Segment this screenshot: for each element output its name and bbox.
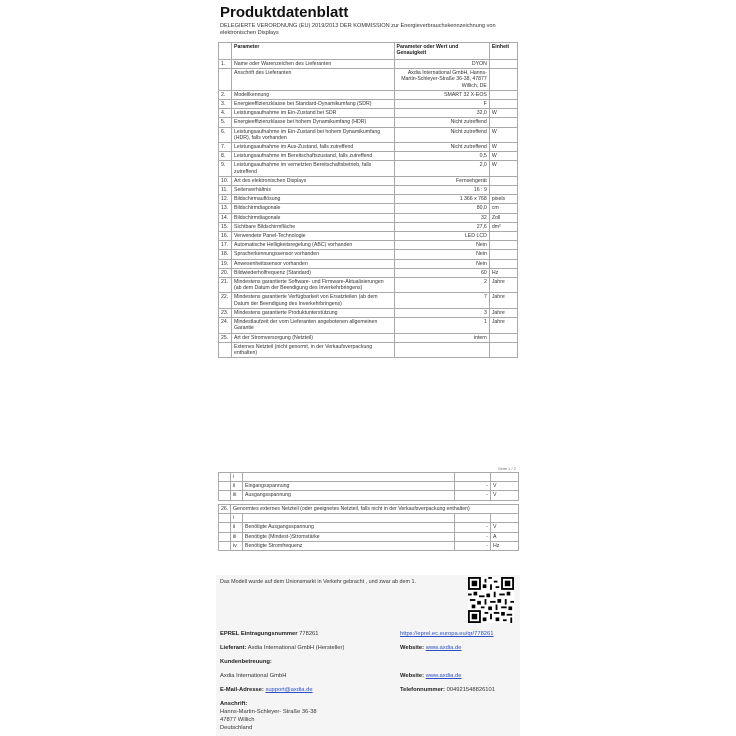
row-value: Axdia International GmbH, Hanns-Martin-Schleyer-Straße 36-38, 47877 Willich, DE bbox=[394, 69, 489, 91]
row-value: 3 bbox=[394, 308, 489, 317]
psu-value: - bbox=[455, 541, 491, 550]
row-number: 1. bbox=[219, 60, 232, 69]
row-number: 21. bbox=[219, 278, 232, 293]
column-header-unit: Einheit bbox=[489, 43, 517, 60]
table-row bbox=[219, 118, 518, 127]
regulation-subtitle: DELEGIERTE VERORDNUNG (EU) 2019/2013 DER KOMMISSION zur Energieverbrauchskennzeichnung von elektronischen Displays bbox=[220, 23, 496, 36]
table-row bbox=[219, 213, 518, 222]
address-line-3: Deutschland bbox=[220, 725, 253, 731]
table-row bbox=[219, 176, 518, 185]
table-header-row bbox=[219, 43, 518, 60]
phone-row bbox=[400, 687, 495, 693]
table-row bbox=[219, 90, 518, 99]
row-parameter: Bildschirmdiagonale bbox=[232, 204, 395, 213]
row-parameter: Leistungsaufnahme im Ein-Zustand bei SDR bbox=[232, 109, 395, 118]
table-row bbox=[219, 161, 518, 176]
row-value: 1 366 x 768 bbox=[394, 195, 489, 204]
eprel-link-row[interactable] bbox=[400, 631, 493, 637]
psu-standard-description: Genormtes externes Netzteil (oder geeignetes Netzteil, falls nicht in der Verkaufsverpackung enthalten) bbox=[231, 505, 519, 514]
phone-value: 004921548826101 bbox=[446, 687, 495, 693]
psu-spacer bbox=[219, 482, 231, 491]
row-parameter: Energieeffizienzklasse bei Standard-Dynamikumfang (SDR) bbox=[232, 100, 395, 109]
row-unit: Jahre bbox=[489, 293, 517, 308]
row-number: 26. bbox=[219, 505, 231, 514]
column-header-parameter: Parameter bbox=[232, 43, 395, 60]
row-unit: Hz bbox=[489, 268, 517, 277]
row-unit: cm bbox=[489, 204, 517, 213]
row-parameter: Anwesenheitssensor vorhanden bbox=[232, 259, 395, 268]
psu-index: ii bbox=[231, 482, 243, 491]
table-row bbox=[219, 241, 518, 250]
row-unit bbox=[489, 342, 517, 357]
row-value: SMART 32 X-EOS bbox=[394, 90, 489, 99]
row-number: 18. bbox=[219, 250, 232, 259]
row-parameter: Modellkennung bbox=[232, 90, 395, 99]
support-website-label: Website: bbox=[400, 673, 425, 679]
row-unit bbox=[489, 333, 517, 342]
row-parameter: Name oder Warenzeichen des Lieferanten bbox=[232, 60, 395, 69]
row-value: 7 bbox=[394, 293, 489, 308]
supplier-value: Axdia International GmbH (Hersteller) bbox=[247, 645, 345, 651]
row-number: 20. bbox=[219, 268, 232, 277]
row-number: 7. bbox=[219, 143, 232, 152]
row-value: Nein bbox=[394, 250, 489, 259]
row-unit: W bbox=[489, 161, 517, 176]
row-value: LED LCD bbox=[394, 232, 489, 241]
row-parameter: Mindestlaufzeit der vom Lieferanten angebotenen allgemeinen Garantie bbox=[232, 318, 395, 333]
table-row bbox=[219, 195, 518, 204]
supplier-info-footer bbox=[216, 575, 520, 736]
supplier-website-label: Website: bbox=[400, 645, 425, 651]
psu-spacer bbox=[219, 532, 231, 541]
row-value bbox=[394, 342, 489, 357]
psu-index: ii bbox=[231, 523, 243, 532]
psu-standard-heading-row bbox=[219, 505, 519, 514]
row-number: 15. bbox=[219, 222, 232, 231]
address-label-row bbox=[220, 701, 247, 707]
row-parameter: Mindestens garantierte Produktunterstützung bbox=[232, 308, 395, 317]
row-unit bbox=[489, 232, 517, 241]
row-number: 3. bbox=[219, 100, 232, 109]
row-value: 16 : 9 bbox=[394, 186, 489, 195]
row-number: 24. bbox=[219, 318, 232, 333]
row-number: 14. bbox=[219, 213, 232, 222]
table-row bbox=[219, 186, 518, 195]
table-row bbox=[219, 268, 518, 277]
row-unit bbox=[489, 176, 517, 185]
row-number: 17. bbox=[219, 241, 232, 250]
psu-label: Eingangsspannung bbox=[243, 482, 455, 491]
psu-unit: V bbox=[491, 523, 519, 532]
row-number: 9. bbox=[219, 161, 232, 176]
row-parameter: Art der Stromversorgung (Netzteil) bbox=[232, 333, 395, 342]
psu-spacer bbox=[219, 473, 231, 482]
row-number bbox=[219, 69, 232, 91]
psu-row bbox=[219, 514, 519, 523]
psu-value: - bbox=[455, 523, 491, 532]
psu-label: Benötigte (Mindest-)Stromstärke bbox=[243, 532, 455, 541]
eprel-link[interactable]: https://eprel.ec.europa.eu/qr/778261 bbox=[400, 631, 494, 637]
row-unit bbox=[489, 186, 517, 195]
psu-unit: V bbox=[491, 482, 519, 491]
psu-index: iv bbox=[231, 541, 243, 550]
psu-label bbox=[243, 514, 455, 523]
psu-index: i bbox=[231, 473, 243, 482]
psu-index: iii bbox=[231, 532, 243, 541]
psu-label: Ausgangsspannung bbox=[243, 491, 455, 500]
supplier-website-link[interactable]: www.axdia.de bbox=[425, 645, 462, 651]
row-unit: W bbox=[489, 109, 517, 118]
row-value: 32 bbox=[394, 213, 489, 222]
table-row bbox=[219, 143, 518, 152]
table-row bbox=[219, 109, 518, 118]
row-unit: Jahre bbox=[489, 278, 517, 293]
table-row bbox=[219, 232, 518, 241]
psu-label bbox=[243, 473, 455, 482]
row-parameter: Mindestens garantierte Verfügbarkeit von Ersatzteilen (ab dem Datum der Beendigung des Inverkehrbringens) bbox=[232, 293, 395, 308]
table-row bbox=[219, 152, 518, 161]
psu-value: - bbox=[455, 532, 491, 541]
psu-value bbox=[455, 514, 491, 523]
address-line-1: Hanns-Martin-Schleyer- Straße 36-38 bbox=[220, 709, 317, 715]
psu-label: Benötigte Ausgangsspannung bbox=[243, 523, 455, 532]
row-value: Nein bbox=[394, 241, 489, 250]
external-psu-table bbox=[218, 472, 519, 501]
table-row bbox=[219, 127, 518, 142]
row-number: 13. bbox=[219, 204, 232, 213]
row-value: 27,6 bbox=[394, 222, 489, 231]
psu-unit bbox=[491, 473, 519, 482]
psu-unit: V bbox=[491, 491, 519, 500]
row-unit: W bbox=[489, 152, 517, 161]
customer-support-label: Kundenbetreuung: bbox=[220, 659, 272, 665]
row-unit: pixels bbox=[489, 195, 517, 204]
row-parameter: Externes Netzteil (nicht genormt, in der Verkaufsverpackung enthalten) bbox=[232, 342, 395, 357]
row-number: 23. bbox=[219, 308, 232, 317]
table-row bbox=[219, 222, 518, 231]
table-row bbox=[219, 100, 518, 109]
row-number: 4. bbox=[219, 109, 232, 118]
email-label: E-Mail-Adresse: bbox=[220, 687, 264, 693]
eprel-number: 778261 bbox=[299, 631, 319, 637]
psu-row bbox=[219, 532, 519, 541]
row-number bbox=[219, 342, 232, 357]
parameter-table bbox=[218, 42, 518, 358]
row-parameter: Bildschirmauflösung bbox=[232, 195, 395, 204]
psu-label: Benötigte Stromfrequenz bbox=[243, 541, 455, 550]
row-unit: Zoll bbox=[489, 213, 517, 222]
row-unit bbox=[489, 69, 517, 91]
row-unit: Jahre bbox=[489, 318, 517, 333]
page-number: Seite 1 / 2 bbox=[497, 466, 516, 471]
psu-value: - bbox=[455, 482, 491, 491]
row-parameter: Energieeffizienzklasse bei hohem Dynamikumfang (HDR) bbox=[232, 118, 395, 127]
phone-label: Telefonnummer: bbox=[400, 687, 445, 693]
table-row bbox=[219, 333, 518, 342]
table-row bbox=[219, 293, 518, 308]
psu-row bbox=[219, 491, 519, 500]
row-number: 19. bbox=[219, 259, 232, 268]
email-link[interactable]: support@axdia.de bbox=[265, 687, 313, 693]
row-number: 12. bbox=[219, 195, 232, 204]
psu-spacer bbox=[219, 523, 231, 532]
table-row bbox=[219, 308, 518, 317]
support-website-link[interactable]: www.axdia.de bbox=[425, 673, 462, 679]
row-value: Nicht zutreffend bbox=[394, 143, 489, 152]
psu-spacer bbox=[219, 491, 231, 500]
psu-value bbox=[455, 473, 491, 482]
table-row bbox=[219, 69, 518, 91]
row-value: 80,0 bbox=[394, 204, 489, 213]
supplier-row bbox=[220, 645, 344, 651]
row-value: 0,5 bbox=[394, 152, 489, 161]
row-parameter: Mindestens garantierte Software- und Firmware-Aktualisierungen (ab dem Datum der Beendigung des Inverkehrbringens) bbox=[232, 278, 395, 293]
row-parameter: Art des elektronischen Displays bbox=[232, 176, 395, 185]
row-parameter: Leistungsaufnahme im vernetzten Bereitschaftsbetrieb, falls zutreffend bbox=[232, 161, 395, 176]
psu-unit: Hz bbox=[491, 541, 519, 550]
table-row bbox=[219, 60, 518, 69]
eprel-label: EPREL Eintragungsnummer bbox=[220, 631, 298, 637]
row-value: 32,0 bbox=[394, 109, 489, 118]
row-unit bbox=[489, 250, 517, 259]
support-website-row bbox=[400, 673, 461, 679]
row-unit: W bbox=[489, 143, 517, 152]
row-unit: dm² bbox=[489, 222, 517, 231]
row-parameter: Automatische Helligkeitsregelung (ABC) vorhanden bbox=[232, 241, 395, 250]
row-parameter: Leistungsaufnahme im Ein-Zustand bei hohem Dynamikumfang (HDR), falls vorhanden bbox=[232, 127, 395, 142]
row-value: Nicht zutreffend bbox=[394, 127, 489, 142]
row-number: 22. bbox=[219, 293, 232, 308]
row-unit bbox=[489, 90, 517, 99]
email-row bbox=[220, 687, 313, 693]
market-intro-text: Das Modell wurde auf dem Unionsmarkt in Verkehr gebracht , und zwar ab dem 1. bbox=[220, 579, 416, 585]
address-label: Anschrift: bbox=[220, 701, 248, 707]
qr-code-icon[interactable] bbox=[468, 577, 514, 623]
row-number: 16. bbox=[219, 232, 232, 241]
row-unit bbox=[489, 241, 517, 250]
row-number: 10. bbox=[219, 176, 232, 185]
customer-support-heading bbox=[220, 659, 272, 665]
table-row bbox=[219, 259, 518, 268]
row-value: 2,0 bbox=[394, 161, 489, 176]
row-unit bbox=[489, 118, 517, 127]
row-parameter: Verwendete Panel-Technologie bbox=[232, 232, 395, 241]
psu-spacer bbox=[219, 541, 231, 550]
psu-row bbox=[219, 541, 519, 550]
row-value: intern bbox=[394, 333, 489, 342]
table-row bbox=[219, 250, 518, 259]
row-number: 25. bbox=[219, 333, 232, 342]
row-value: DYON bbox=[394, 60, 489, 69]
page-title: Produktdatenblatt bbox=[220, 4, 349, 21]
row-parameter: Seitenverhältnis bbox=[232, 186, 395, 195]
row-value: F bbox=[394, 100, 489, 109]
psu-unit bbox=[491, 514, 519, 523]
psu-row bbox=[219, 482, 519, 491]
row-parameter: Leistungsaufnahme im Aus-Zustand, falls zutreffend bbox=[232, 143, 395, 152]
row-unit: Jahre bbox=[489, 308, 517, 317]
standard-psu-table bbox=[218, 504, 519, 551]
psu-row bbox=[219, 523, 519, 532]
row-number: 8. bbox=[219, 152, 232, 161]
row-unit: W bbox=[489, 127, 517, 142]
supplier-label: Lieferant: bbox=[220, 645, 247, 651]
eprel-row bbox=[220, 631, 319, 637]
row-parameter: Spracherkennungssensor vorhanden bbox=[232, 250, 395, 259]
row-parameter: Leistungsaufnahme im Bereitschaftszustand, falls zutreffend bbox=[232, 152, 395, 161]
psu-row bbox=[219, 473, 519, 482]
row-unit bbox=[489, 259, 517, 268]
psu-spacer bbox=[219, 514, 231, 523]
row-value: Nicht zutreffend bbox=[394, 118, 489, 127]
table-row bbox=[219, 342, 518, 357]
psu-unit: A bbox=[491, 532, 519, 541]
customer-support-name: Axdia International GmbH bbox=[220, 673, 287, 679]
table-row bbox=[219, 278, 518, 293]
row-value: 2 bbox=[394, 278, 489, 293]
row-parameter: Bildschirmdiagonale bbox=[232, 213, 395, 222]
table-row bbox=[219, 204, 518, 213]
address-line-2: 47877 Willich bbox=[220, 717, 255, 723]
psu-index: iii bbox=[231, 491, 243, 500]
column-header-no bbox=[219, 43, 232, 60]
row-unit bbox=[489, 60, 517, 69]
row-number: 5. bbox=[219, 118, 232, 127]
row-parameter: Sichtbare Bildschirmfläche bbox=[232, 222, 395, 231]
psu-index: i bbox=[231, 514, 243, 523]
column-header-value: Parameter oder Wert und Genauigkeit bbox=[394, 43, 489, 60]
row-value: Fernsehgerät bbox=[394, 176, 489, 185]
row-value: 60 bbox=[394, 268, 489, 277]
row-parameter: Anschrift des Lieferanten bbox=[232, 69, 395, 91]
psu-value: - bbox=[455, 491, 491, 500]
table-row bbox=[219, 318, 518, 333]
row-number: 6. bbox=[219, 127, 232, 142]
row-number: 2. bbox=[219, 90, 232, 99]
supplier-website-row bbox=[400, 645, 461, 651]
row-parameter: Bildwiederholfrequenz (Standard) bbox=[232, 268, 395, 277]
row-value: Nein bbox=[394, 259, 489, 268]
row-number: 11. bbox=[219, 186, 232, 195]
row-value: 1 bbox=[394, 318, 489, 333]
row-unit bbox=[489, 100, 517, 109]
